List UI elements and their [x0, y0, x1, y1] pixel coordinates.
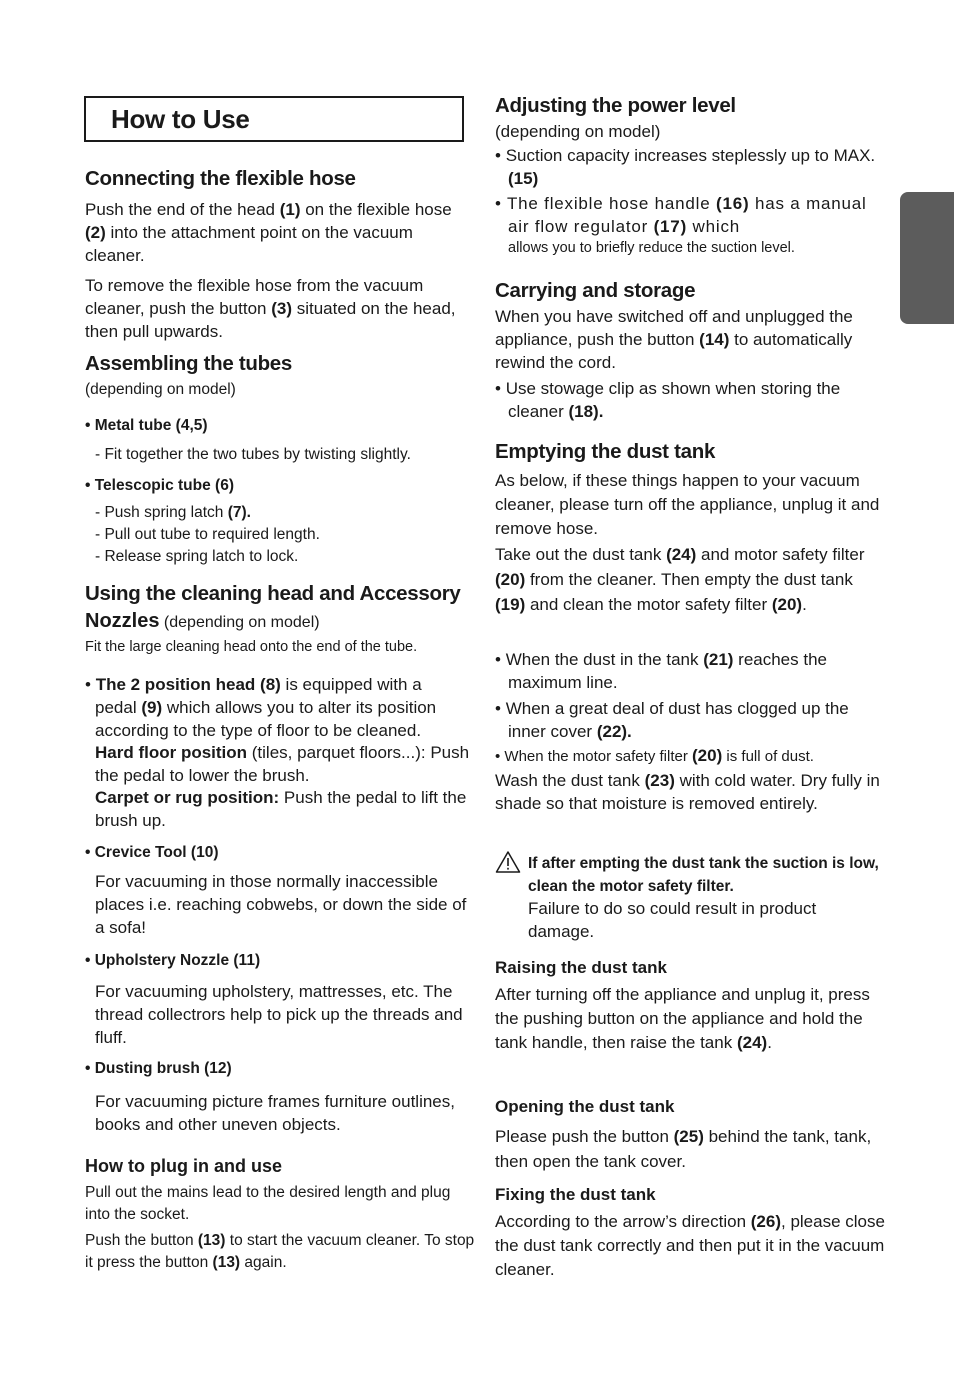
power-bullet-1: • Suction capacity increases steplessly up to MAX.(15) [495, 146, 876, 188]
metal-tube-line: - Fit together the two tubes by twisting slightly. [95, 446, 411, 463]
plug-heading: How to plug in and use [85, 1156, 282, 1176]
upholstery-text: For vacuuming upholstery, mattresses, etc. The thread collectrors help to pick up the threads and fluff. [95, 982, 463, 1047]
telescopic-line-1: - Push spring latch (7). [95, 504, 251, 521]
assembling-heading: Assembling the tubes [85, 352, 293, 375]
page-title-box [84, 96, 464, 142]
telescopic-tube-title: • Telescopic tube (6) [85, 477, 234, 494]
connecting-heading: Connecting the flexible hose [85, 167, 356, 190]
hard-floor: Hard floor position (tiles, parquet floors...): Push the pedal to lower the brush. [95, 743, 470, 785]
telescopic-line-2: - Pull out tube to required length. [95, 526, 320, 543]
emptying-para-2: Take out the dust tank (24) and motor safety filter (20) from the cleaner. Then empty the dust tank (19) and clean the motor safety filter (20). [495, 545, 865, 614]
power-sub: (depending on model) [495, 122, 661, 141]
connecting-para-1: Push the end of the head (1) on the flexible hose (2) into the attachment point on the vacuum cleaner. [85, 200, 452, 265]
opening-text: Please push the button (25) behind the tank, tank, then open the tank cover. [495, 1127, 872, 1171]
plug-para-2: Push the button (13) to start the vacuum cleaner. To stop it press the button (13) again. [85, 1232, 475, 1271]
power-bullet-2-cont: allows you to briefly reduce the suction level. [508, 240, 795, 256]
power-heading: Adjusting the power level [495, 94, 736, 117]
carrying-heading: Carrying and storage [495, 279, 696, 302]
assembling-sub: (depending on model) [85, 381, 236, 398]
plug-para-1: Pull out the mains lead to the desired length and plug into the socket. [85, 1184, 451, 1223]
telescopic-line-3: - Release spring latch to lock. [95, 548, 299, 565]
wash-para: Wash the dust tank (23) with cold water. Dry fully in shade so that moisture is removed entirely. [495, 771, 880, 813]
page-title: How to Use [111, 104, 250, 134]
dusting-title: • Dusting brush (12) [85, 1060, 232, 1077]
fixing-text: According to the arrow’s direction (26), please close the dust tank correctly and then put it in the vacuum cleaner. [495, 1212, 885, 1279]
raising-text: After turning off the appliance and unplug it, press the pushing button on the appliance and hold the tank handle, then raise the tank (24). [495, 985, 870, 1052]
head-bullet: • The 2 position head (8) is equipped with a [85, 675, 422, 694]
head-cont: pedal (9) which allows you to alter its position according to the type of floor to be cleaned. [95, 698, 437, 740]
emptying-heading: Emptying the dust tank [495, 440, 716, 463]
cleaning-heading: Using the cleaning head and Accessory [85, 582, 461, 605]
dusting-text: For vacuuming picture frames furniture outlines, books and other uneven objects. [95, 1092, 455, 1134]
warning-bold: If after empting the dust tank the suction is low, clean the motor safety filter. [528, 855, 879, 895]
crevice-text: For vacuuming in those normally inaccessible places i.e. reaching cobwebs, or down the side of a sofa! [95, 872, 467, 937]
carrying-bullet: • Use stowage clip as shown when storing the cleaner (18). [495, 379, 841, 421]
emptying-bullet-2: • When a great deal of dust has clogged up the inner cover (22). [495, 699, 849, 741]
warning-text: Failure to do so could result in product damage. [528, 899, 817, 941]
fixing-heading: Fixing the dust tank [495, 1185, 656, 1204]
emptying-bullet-1: • When the dust in the tank (21) reaches the maximum line. [495, 650, 827, 692]
emptying-para-1: As below, if these things happen to your vacuum cleaner, please turn off the appliance, unplug it and remove hose. [495, 471, 880, 538]
power-bullet-2: • The flexible hose handle (16) has a manual air flow regulator (17) which [495, 194, 867, 236]
emptying-bullet-3: • When the motor safety filter (20) is full of dust. [495, 746, 814, 765]
cleaning-heading-2: Nozzles (depending on model) [85, 610, 320, 632]
opening-heading: Opening the dust tank [495, 1097, 675, 1116]
side-tab [900, 192, 954, 324]
raising-heading: Raising the dust tank [495, 958, 667, 977]
carpet-position: Carpet or rug position: Push the pedal to lift the brush up. [95, 788, 467, 830]
upholstery-title: • Upholstery Nozzle (11) [85, 952, 261, 969]
cleaning-fit: Fit the large cleaning head onto the end of the tube. [85, 639, 418, 655]
crevice-title: • Crevice Tool (10) [85, 844, 219, 861]
carrying-para: When you have switched off and unplugged the appliance, push the button (14) to automatically rewind the cord. [495, 307, 853, 372]
connecting-para-2: To remove the flexible hose from the vacuum cleaner, push the button (3) situated on the head, then pull upwards. [85, 276, 456, 341]
warning-icon [495, 850, 521, 874]
metal-tube-title: • Metal tube (4,5) [85, 417, 208, 434]
